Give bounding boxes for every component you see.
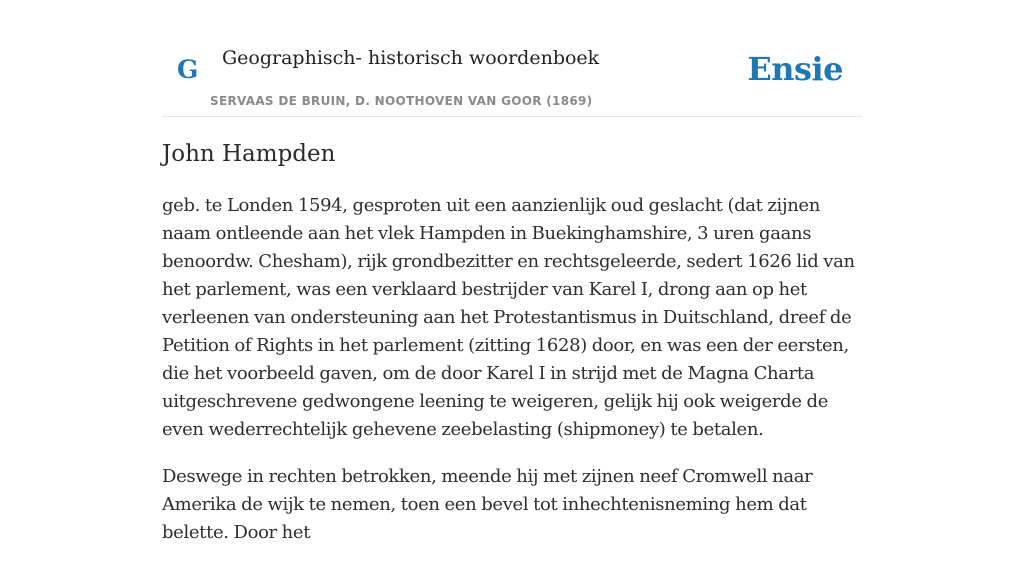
book-authors: SERVAAS DE BRUIN, D. NOOTHOVEN VAN GOOR (1869) [210,94,593,108]
brand-logo[interactable]: Ensie [747,50,843,88]
book-logo-icon[interactable]: G [177,55,199,84]
book-title[interactable]: Geographisch- historisch woordenboek [222,47,600,69]
article-paragraph: Deswege in rechten betrokken, meende hij met zijnen neef Cromwell naar Amerika de wijk te nemen, toen een bevel tot inhechtenisneming hem dat belette. Door het [162,466,813,543]
article-paragraph: geb. te Londen 1594, gesproten uit een aanzienlijk oud geslacht (dat zijnen naam ontleende aan het vlek Hampden in Buekinghamshire, 3 uren gaans benoordw. Chesham), rijk grondbezitter en rechtsgeleerde, sedert 1626 lid van het parlement, was een verklaard bestrijder van Karel I, drong aan op het verleenen van ondersteuning aan het Protestantismus in Duitschland, dreef de Petition of Rights in het parlement (zitting 1628) door, en was een der eersten, die het voorbeeld gaven, om de door Karel I in strijd met de Magna Charta uitgeschrevene gedwongene leening te weigeren, gelijk hij ook weigerde de even wederrechtelijk gehevene zeebelasting (shipmoney) te betalen. [162,195,855,440]
header [162,0,862,117]
article-body [162,192,867,566]
article-title: John Hampden [162,141,336,167]
